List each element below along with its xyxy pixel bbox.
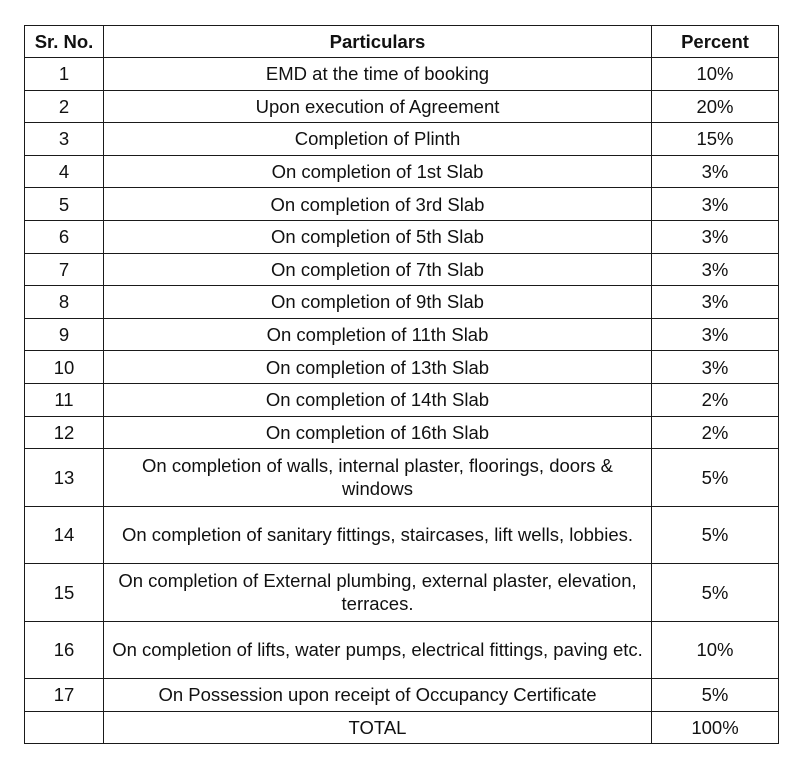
sr-no-cell: 9 [25,318,104,351]
percent-cell: 2% [652,383,779,416]
particulars-cell: On completion of walls, internal plaster, floorings, doors & windows [104,449,652,507]
sr-no-cell: 1 [25,58,104,91]
percent-cell: 15% [652,123,779,156]
table-row [25,351,779,384]
table-row [25,416,779,449]
table-row [25,155,779,188]
percent-cell: 5% [652,564,779,622]
particulars-cell: Completion of Plinth [104,123,652,156]
percent-cell: 5% [652,449,779,507]
particulars-cell: On completion of lifts, water pumps, electrical fittings, paving etc. [104,621,652,679]
sr-no-cell: 17 [25,679,104,712]
sr-no-cell: 16 [25,621,104,679]
sr-no-cell: 7 [25,253,104,286]
percent-cell: 3% [652,188,779,221]
header-particulars: Particulars [104,26,652,58]
table-row [25,383,779,416]
sr-no-cell: 14 [25,506,104,564]
particulars-cell: On completion of External plumbing, external plaster, elevation, terraces. [104,564,652,622]
table-row [25,123,779,156]
particulars-cell: On Possession upon receipt of Occupancy Certificate [104,679,652,712]
table-header-row [25,26,779,58]
percent-cell: 3% [652,351,779,384]
particulars-cell: On completion of 11th Slab [104,318,652,351]
sr-no-cell: 6 [25,220,104,253]
percent-cell: 5% [652,506,779,564]
percent-cell: 3% [652,286,779,319]
particulars-cell: EMD at the time of booking [104,58,652,91]
payment-schedule-table [24,25,779,744]
sr-no-cell: 10 [25,351,104,384]
header-percent: Percent [652,26,779,58]
table-row [25,90,779,123]
particulars-cell: On completion of 1st Slab [104,155,652,188]
total-percent-cell: 100% [652,711,779,743]
percent-cell: 10% [652,58,779,91]
particulars-cell: Upon execution of Agreement [104,90,652,123]
percent-cell: 3% [652,220,779,253]
total-row [25,711,779,743]
table-row [25,621,779,679]
sr-no-cell: 4 [25,155,104,188]
header-sr-no: Sr. No. [25,26,104,58]
total-sr-no-cell [25,711,104,743]
percent-cell: 3% [652,155,779,188]
table-row [25,253,779,286]
particulars-cell: On completion of 5th Slab [104,220,652,253]
sr-no-cell: 8 [25,286,104,319]
table-row [25,449,779,507]
particulars-cell: On completion of 14th Slab [104,383,652,416]
table-row [25,564,779,622]
table-row [25,286,779,319]
percent-cell: 3% [652,253,779,286]
table-row [25,220,779,253]
particulars-cell: On completion of 9th Slab [104,286,652,319]
percent-cell: 5% [652,679,779,712]
percent-cell: 2% [652,416,779,449]
percent-cell: 10% [652,621,779,679]
sr-no-cell: 2 [25,90,104,123]
sr-no-cell: 5 [25,188,104,221]
particulars-cell: On completion of 13th Slab [104,351,652,384]
sr-no-cell: 13 [25,449,104,507]
particulars-cell: On completion of 3rd Slab [104,188,652,221]
table-row [25,506,779,564]
particulars-cell: On completion of 16th Slab [104,416,652,449]
table-row [25,318,779,351]
particulars-cell: On completion of 7th Slab [104,253,652,286]
sr-no-cell: 11 [25,383,104,416]
particulars-cell: On completion of sanitary fittings, staircases, lift wells, lobbies. [104,506,652,564]
sr-no-cell: 3 [25,123,104,156]
table-row [25,679,779,712]
table-row [25,188,779,221]
total-label-cell: TOTAL [104,711,652,743]
percent-cell: 20% [652,90,779,123]
sr-no-cell: 15 [25,564,104,622]
table-row [25,58,779,91]
percent-cell: 3% [652,318,779,351]
sr-no-cell: 12 [25,416,104,449]
